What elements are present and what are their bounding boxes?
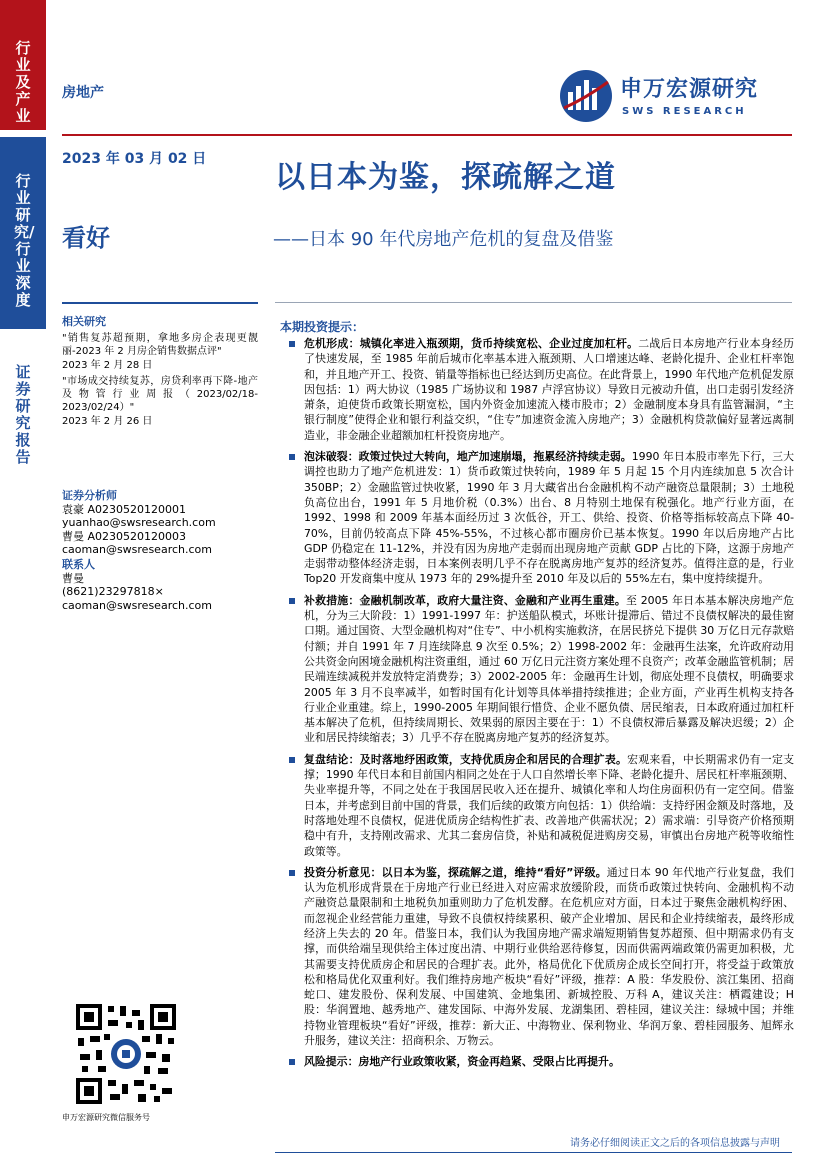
contact-heading: 联系人 <box>62 558 95 572</box>
report-title: 以日本为鉴，探疏解之道 <box>275 160 616 195</box>
rail-section-industry <box>0 0 46 130</box>
related-item-title: "销售复苏超预期，拿地多房企表现更靓丽-2023 年 2 月房企销售数据点评" <box>62 333 258 358</box>
highlight-item <box>288 865 794 1049</box>
rail-gap <box>0 329 46 336</box>
sector-label: 房地产 <box>62 85 104 101</box>
analyst-line: 袁豪 A0230520120001 <box>62 503 187 516</box>
disclaimer-footer: 请务必仔细阅读正文之后的各项信息披露与声明 <box>570 1138 780 1149</box>
related-item[interactable] <box>62 375 258 428</box>
highlight-lead: 补救措施：金融机制改革，政府大量注资、金融和产业再生重建。 <box>304 593 626 607</box>
sws-logo <box>558 68 788 124</box>
related-item-date: 2023 年 2 月 26 日 <box>62 415 153 427</box>
rail-section-industry-label: 行业及产业 <box>15 39 31 125</box>
main-divider <box>275 302 792 303</box>
highlight-body: 宏观来看，中长期需求仍有一定支撑；1990 年代日本和目前国内相同之处在于人口自然增长率下降、老龄化提升、居民杠杆率瓶颈期、失业率提升等，不同之处在于我国居民收入还在提升、城镇化率和人均住房面积仍有一定空间。借鉴日本，并考虑到目前中国的背景，我们后续的政策方向包括：1）供给端：支持纾困金额及时落地，及时落地处理不良债权，促进优质房企结构性扩表、改善地产供需状况；2）需求端：引导资产价格预期稳中有升，支持刚改需求、尤其二套房信贷，补贴和减税促进购房交易，审慎出台房地产税等收缩性政策等。 <box>304 752 794 858</box>
analyst-email[interactable]: yuanhao@swsresearch.com <box>62 516 216 530</box>
highlight-lead: 投资分析意见：以日本为鉴，探疏解之道，维持“看好”评级。 <box>304 865 607 879</box>
highlight-item <box>288 752 794 859</box>
related-research <box>62 313 258 428</box>
qr-caption: 申万宏源研究微信服务号 <box>62 1113 150 1122</box>
highlight-item <box>288 593 794 746</box>
investment-highlights <box>288 336 794 1076</box>
highlight-body: 至 2005 年日本基本解决房地产危机，分为三大阶段：1）1991-1997 年：护送船队模式，坏账计提滞后、错过不良债权解决的最佳窗口期。通过国资、大型金融机构对“住专”、中小机构实施救济，在居民挤兑下提供 30 万亿日元存款赔付额；并自 1991 年 7 月连续降息 9 次至 0.5%；2）1998-2002 年：金融再生法案，允许政府动用公共资金向困境金融机构注资重组，通过 60 万亿日元注资方案处理不良资产；改革金融监管机制；居民端连续减税并发放特定消费券；3）2002-2005 年：金融再生计划，彻底处理不良债权，明确要求 2005 年 3 月不良率减半，如暂时国有化计划等具体举措持续推进；企业方面，产业再生机构支持各行业企业重建。综上，1990-2005 年期间银行惜贷、企业不愿负债、居民缩表，日本政府通过加杠杆基本解决了危机，但持续周期长、效果弱的原因主要在于：1）不良债权滞后暴露及解决迟缓；2）企业和居民持续缩表；3）几乎不存在脱离房地产复苏的经济复苏。 <box>304 593 794 745</box>
related-research-heading: 相关研究 <box>62 315 106 328</box>
contact-phone: (8621)23297818× <box>62 585 164 599</box>
rail-section-report <box>0 336 46 1170</box>
highlight-item <box>288 449 794 587</box>
highlight-lead: 危机形成：城镇化率进入瓶颈期，货币持续宽松、企业过度加杠杆。 <box>304 337 639 350</box>
contact-name: 曹曼 <box>62 572 84 586</box>
related-item-date: 2023 年 2 月 28 日 <box>62 359 153 371</box>
wechat-qr-code <box>68 1004 184 1104</box>
investment-highlights-heading: 本期投资提示： <box>280 320 365 334</box>
contact-email[interactable]: caoman@swsresearch.com <box>62 598 212 612</box>
logo-name-en: SWS RESEARCH <box>622 106 747 117</box>
analysts-heading: 证券分析师 <box>62 489 117 502</box>
logo-name-cn: 申万宏源研究 <box>620 77 759 102</box>
qr-code-icon <box>68 1004 184 1104</box>
related-item[interactable] <box>62 332 258 372</box>
analyst-block <box>62 487 258 612</box>
sidebar-divider <box>62 302 258 304</box>
highlight-body: 1990 年日本股市率先下行，三大调控也助力了地产危机进发：1）货币政策过快转向，1989 年 5 月起 15 个月内连续加息 5 次合计 350BP；2）金融监管过快收紧，1990 年 3 月大藏省出台金融机构不动产融资总量限制；3）土地税负高位出台，1991 年 5 月地价税（0.3%）出台、8 月特别土地保有税强化。地产行业方面，在 1992、1998 和 2009 年基本面经历过 3 次低谷，开工、供给、投资、价格等指标较高点下降 40-70%，目前仍较高点下降 45%-55%，不过核心都市圈房价已基本恢复。1990 年以后房地产占比 GDP 仍稳定在 11-12%，并没有因为房地产走弱而出现房地产贡献 GDP 占比的下降，这源于房地产走弱带动整体经济走弱，日本案例表明几乎不存在脱离房地产复苏的经济复苏。值得注意的是，行业 Top20 开发商集中度从 1973 年的 29%提升至 2010 年及以后的 55%左右，集中度持续提升。 <box>304 450 794 586</box>
analyst-email[interactable]: caoman@swsresearch.com <box>62 542 212 556</box>
highlight-lead: 风险提示：房地产行业政策收紧，资金再趋紧、受限占比再提升。 <box>304 1055 620 1069</box>
rail-gap <box>0 130 46 137</box>
highlight-lead: 复盘结论：及时落地纾困政策，支持优质房企和居民的合理扩表。 <box>304 752 628 766</box>
rail-section-depth <box>0 137 46 329</box>
rail-section-report-label: 证券研究报告 <box>15 363 31 466</box>
footer-divider <box>275 1152 792 1153</box>
report-date: 2023 年 03 月 02 日 <box>62 151 207 167</box>
highlight-item <box>288 1054 794 1069</box>
highlight-item <box>288 336 794 443</box>
highlight-body: 二战后日本房地产行业本身经历了快速发展，至 1985 年前后城市化率基本进入瓶颈期、人口增速达峰、老龄化提升、企业杠杆率饱和，并且地产开工、投资、销量等指标也已经达到历史高位。在此背景上，1990 年代地产危机促发原因包括：1）两大协议（1985 广场协议和 1987 卢浮宫协议）导致日元被动升值，出口走弱引发经济萧条，迫使货币政策长期宽松，国内外资金加速流入楼市股市；2）金融制度本身具有监管漏洞，“主银行制度”使得企业和银行利益交织，“住专”加速资金流入房地产；3）金融机构贷款偏好显著远离制造业，非金融企业超额加杠杆投资房地产。 <box>304 337 794 442</box>
analyst-line: 曹曼 A0230520120003 <box>62 529 187 543</box>
rating-label: 看好 <box>62 224 110 252</box>
highlight-body: 通过日本 90 年代地产行业复盘，我们认为危机形成背景在于房地产行业已经进入对应需求放缓阶段，而货币政策过快转向、金融机构不动产融资总量限制和土地税负加重则助力了危机发酵。在危机应对方面，日本过于聚焦金融机构纾困、而忽视企业经营能力重建，导致不良债权持续累积、破产企业增加、居民和企业持续缩表，最终形成经济上失去的 20 年。借鉴日本，我们认为我国房地产需求端短期销售复苏超预、但中期需求仍有支撑，而供给端呈现供给主体过度出清、中期行业供给恶待修复，因而供需两端政策仍需更加积极，尤其需要支持优质房企和居民的合理扩表。此外，格局优化下优质房企成长空间打开，将受益于政策放松和格局优化双重利好。我们维持房地产板块“看好”评级，推荐：A 股：华发股份、滨江集团、招商蛇口、建发股份、保利发展、中国建筑、金地集团、新城控股、万科 A，建议关注：栖霞建设；H 股：华润置地、越秀地产、建发国际、中海外发展、龙湖集团、碧桂园，建议关注：绿城中国；并维持物业管理板块“看好”评级，推荐：新大正、中海物业、保利物业、华润万象、碧桂园服务、旭辉永升服务，建议关注：招商积余、万物云。 <box>304 865 794 1048</box>
sws-logo-icon <box>558 68 614 124</box>
report-subtitle: ——日本 90 年代房地产危机的复盘及借鉴 <box>273 229 614 250</box>
header-divider <box>62 134 792 136</box>
related-item-title: "市场成交持续复苏，房贷利率再下降-地产及物管行业周报（2023/02/18-2023/02/24）" <box>62 375 258 414</box>
rail-section-depth-label: 行业研究/行业深度 <box>14 172 35 309</box>
highlight-lead: 泡沫破裂：政策过快过大转向，地产加速崩塌，拖累经济持续走弱。 <box>304 450 632 464</box>
